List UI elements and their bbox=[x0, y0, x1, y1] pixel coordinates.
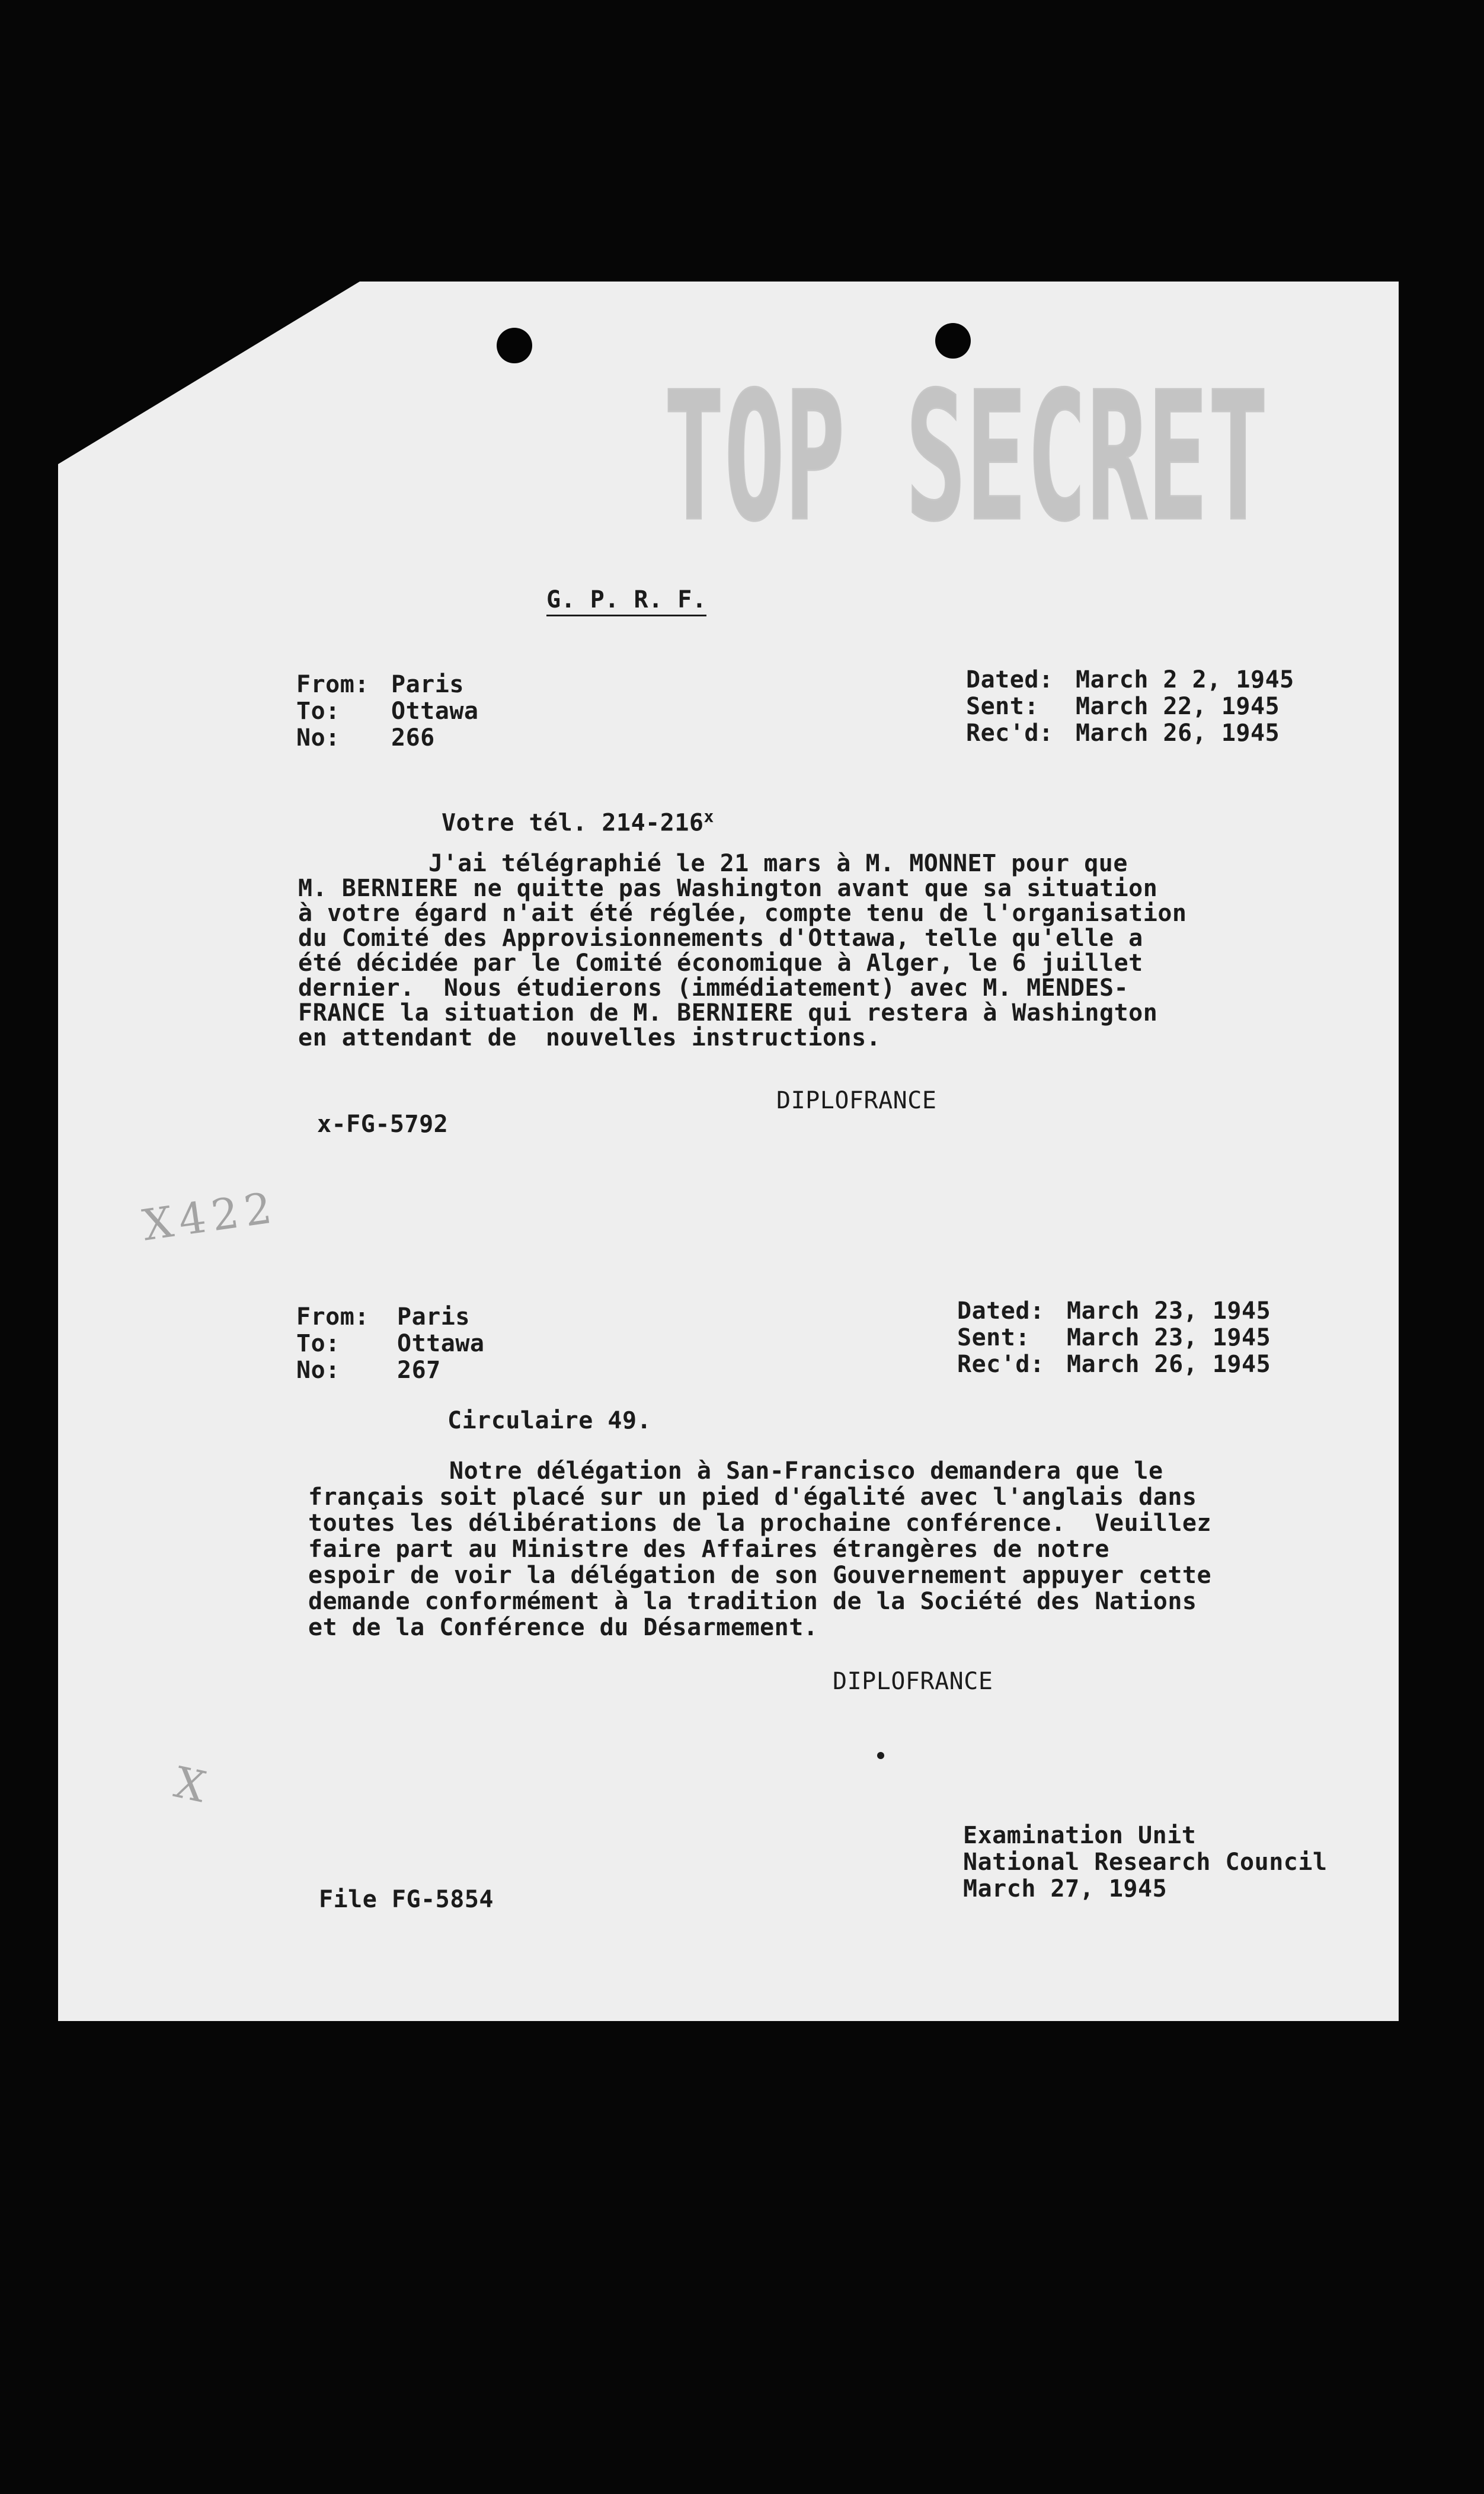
message-reference: Circulaire 49. bbox=[447, 1407, 652, 1434]
handwritten-mark: X bbox=[169, 1757, 216, 1814]
footer-file-reference: File FG-5854 bbox=[319, 1886, 494, 1913]
from-label: From: bbox=[296, 1303, 369, 1331]
reference-mark: x bbox=[703, 807, 714, 826]
footer-date: March 27, 1945 bbox=[963, 1875, 1168, 1903]
no-value: 267 bbox=[397, 1357, 441, 1384]
to-label: To: bbox=[296, 698, 340, 725]
svg-text:TOP SECRET: TOP SECRET bbox=[664, 376, 1268, 527]
to-value: Ottawa bbox=[391, 698, 479, 725]
body-line: dernier. Nous étudierons (immédiatement) avec M. MENDES- bbox=[298, 974, 1129, 1002]
research-council: National Research Council bbox=[963, 1849, 1328, 1876]
body-line: M. BERNIERE ne quitte pas Washington avant que sa situation bbox=[298, 875, 1158, 902]
examination-unit: Examination Unit bbox=[963, 1822, 1197, 1849]
handwritten-note: X422 bbox=[139, 1182, 281, 1251]
body-line: FRANCE la situation de M. BERNIERE qui restera à Washington bbox=[298, 999, 1158, 1027]
dated-label: Dated: bbox=[957, 1297, 1045, 1325]
file-reference: x-FG-5792 bbox=[317, 1111, 449, 1138]
body-line: à votre égard n'ait été réglée, compte tenu de l'organisation bbox=[298, 900, 1187, 927]
body-line: demande conformément à la tradition de la Société des Nations bbox=[308, 1588, 1197, 1615]
body-line: et de la Conférence du Désarmement. bbox=[308, 1614, 818, 1641]
body-line: en attendant de nouvelles instructions. bbox=[298, 1024, 881, 1051]
recd-label: Rec'd: bbox=[966, 720, 1054, 747]
to-label: To: bbox=[296, 1330, 340, 1357]
document-page bbox=[58, 282, 1399, 2021]
signature: DIPLOFRANCE bbox=[776, 1087, 937, 1114]
punch-hole bbox=[497, 328, 532, 363]
dated-value: March 2 2, 1945 bbox=[1076, 666, 1294, 693]
ink-dot bbox=[877, 1752, 884, 1759]
punch-hole bbox=[935, 323, 971, 359]
body-line: faire part au Ministre des Affaires étrangères de notre bbox=[308, 1536, 1110, 1563]
from-label: From: bbox=[296, 671, 369, 698]
from-value: Paris bbox=[397, 1303, 470, 1331]
to-value: Ottawa bbox=[397, 1330, 485, 1357]
body-line: français soit placé sur un pied d'égalité avec l'anglais dans bbox=[308, 1483, 1197, 1511]
message-reference: Votre tél. 214-216$^x$ bbox=[442, 807, 714, 837]
from-value: Paris bbox=[391, 671, 464, 698]
sent-label: Sent: bbox=[957, 1324, 1030, 1351]
recd-value: March 26, 1945 bbox=[1076, 720, 1280, 747]
body-line: été décidée par le Comité économique à Alger, le 6 juillet bbox=[298, 949, 1143, 977]
no-label: No: bbox=[296, 1357, 340, 1384]
body-line: toutes les délibérations de la prochaine conférence. Veuillez bbox=[308, 1510, 1212, 1537]
body-line: du Comité des Approvisionnements d'Ottawa, telle qu'elle a bbox=[298, 925, 1143, 952]
sent-label: Sent: bbox=[966, 693, 1039, 720]
sent-value: March 23, 1945 bbox=[1067, 1324, 1271, 1351]
dated-label: Dated: bbox=[966, 666, 1054, 693]
body-line: espoir de voir la délégation de son Gouvernement appuyer cette bbox=[308, 1562, 1212, 1589]
no-value: 266 bbox=[391, 724, 435, 752]
recd-label: Rec'd: bbox=[957, 1351, 1045, 1378]
body-line: Notre délégation à San-Francisco demandera que le bbox=[449, 1457, 1163, 1485]
document-header: G. P. R. F. bbox=[546, 587, 706, 616]
body-line: J'ai télégraphié le 21 mars à M. MONNET pour que bbox=[428, 850, 1128, 877]
signature: DIPLOFRANCE bbox=[833, 1668, 993, 1695]
top-secret-stamp bbox=[664, 376, 1268, 527]
sent-value: March 22, 1945 bbox=[1076, 693, 1280, 720]
dated-value: March 23, 1945 bbox=[1067, 1297, 1271, 1325]
no-label: No: bbox=[296, 724, 340, 752]
recd-value: March 26, 1945 bbox=[1067, 1351, 1271, 1378]
